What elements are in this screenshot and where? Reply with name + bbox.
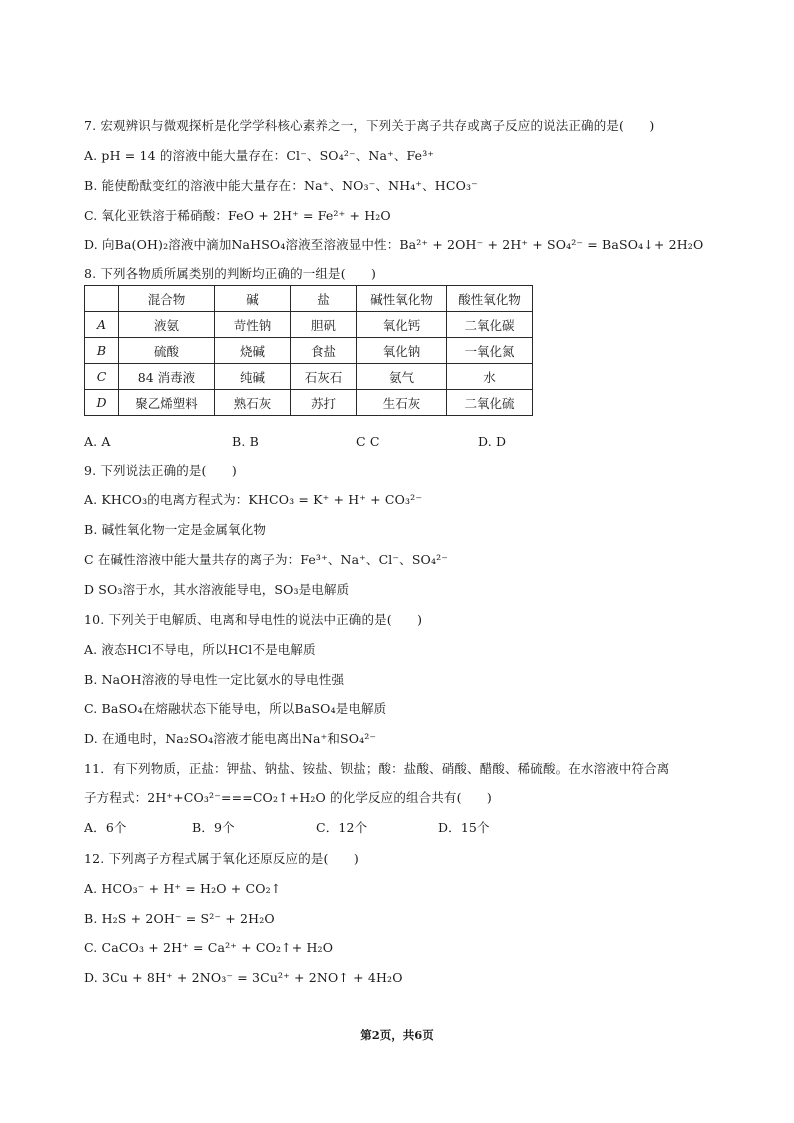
table-corner-cell	[85, 286, 119, 312]
question-stem: 11．有下列物质，正盐：钾盐、钠盐、铵盐、钡盐；酸：盐酸、硝酸、醋酸、稀硫酸。在水溶液中符合离	[84, 761, 670, 776]
option-a: A. pH = 14 的溶液中能大量存在：Cl⁻、SO₄²⁻、Na⁺、Fe³⁺	[84, 148, 435, 163]
option-c: C. 氧化亚铁溶于稀硝酸：FeO + 2H⁺ = Fe²⁺ + H₂O	[84, 208, 391, 223]
option-a: A．6个	[84, 820, 127, 835]
table-cell: 聚乙烯塑料	[119, 390, 215, 416]
table-cell: 水	[447, 364, 533, 390]
table-cell: 生石灰	[357, 390, 447, 416]
option-c: C．12个	[316, 820, 368, 835]
classification-table	[84, 285, 533, 416]
table-cell: 烧碱	[215, 338, 291, 364]
option-b: B. B	[232, 434, 259, 449]
option-b: B. 能使酚酞变红的溶液中能大量存在：Na⁺、NO₃⁻、NH₄⁺、HCO₃⁻	[84, 178, 478, 193]
question-stem: 8. 下列各物质所属类别的判断均正确的一组是( )	[84, 266, 377, 281]
table-row	[85, 312, 533, 338]
table-cell: 液氨	[119, 312, 215, 338]
row-label: C	[85, 364, 119, 390]
table-row	[85, 390, 533, 416]
option-a: A. 液态HCl不导电，所以HCl不是电解质	[84, 642, 316, 657]
row-label: D	[85, 390, 119, 416]
option-c: C. BaSO₄在熔融状态下能导电，所以BaSO₄是电解质	[84, 701, 387, 716]
column-header: 碱	[215, 286, 291, 312]
table-row	[85, 338, 533, 364]
option-d: D. 在通电时，Na₂SO₄溶液才能电离出Na⁺和SO₄²⁻	[84, 731, 377, 746]
column-header: 盐	[291, 286, 357, 312]
column-header: 混合物	[119, 286, 215, 312]
table-cell: 纯碱	[215, 364, 291, 390]
column-header: 碱性氧化物	[357, 286, 447, 312]
option-c: C 在碱性溶液中能大量共存的离子为：Fe³⁺、Na⁺、Cl⁻、SO₄²⁻	[84, 552, 449, 567]
table-cell: 氧化钠	[357, 338, 447, 364]
question-stem-continued: 子方程式：2H⁺+CO₃²⁻===CO₂↑+H₂O 的化学反应的组合共有( )	[84, 790, 492, 805]
option-c: C C	[356, 434, 380, 449]
option-d: D SO₃溶于水，其水溶液能导电，SO₃是电解质	[84, 582, 350, 597]
table-cell: 食盐	[291, 338, 357, 364]
table-row	[85, 364, 533, 390]
option-a: A. A	[84, 434, 111, 449]
table-header-row	[85, 286, 533, 312]
table-cell: 一氧化氮	[447, 338, 533, 364]
option-c: C. CaCO₃ + 2H⁺ = Ca²⁺ + CO₂↑+ H₂O	[84, 940, 334, 955]
table-cell: 苏打	[291, 390, 357, 416]
question-stem: 9. 下列说法正确的是( )	[84, 463, 237, 478]
option-b: B. 碱性氧化物一定是金属氧化物	[84, 522, 267, 537]
question-stem: 7. 宏观辨识与微观探析是化学学科核心素养之一，下列关于离子共存或离子反应的说法正确的是( )	[84, 118, 655, 133]
question-stem: 10. 下列关于电解质、电离和导电性的说法中正确的是( )	[84, 612, 423, 627]
table-cell: 二氧化碳	[447, 312, 533, 338]
question-stem: 12. 下列离子方程式属于氧化还原反应的是( )	[84, 851, 359, 866]
table-cell: 氨气	[357, 364, 447, 390]
option-d: D．15个	[438, 820, 490, 835]
option-b: B. NaOH溶液的导电性一定比氨水的导电性强	[84, 672, 345, 687]
option-b: B. H₂S + 2OH⁻ = S²⁻ + 2H₂O	[84, 911, 275, 926]
table-cell: 石灰石	[291, 364, 357, 390]
option-a: A. HCO₃⁻ + H⁺ = H₂O + CO₂↑	[84, 881, 282, 896]
option-d: D. D	[478, 434, 507, 449]
table-cell: 硫酸	[119, 338, 215, 364]
option-d: D. 向Ba(OH)₂溶液中滴加NaHSO₄溶液至溶液显中性：Ba²⁺ + 2OH⁻ + 2H⁺ + SO₄²⁻ = BaSO₄↓+ 2H₂O	[84, 237, 704, 252]
option-b: B．9个	[192, 820, 235, 835]
table-cell: 熟石灰	[215, 390, 291, 416]
table-cell: 苛性钠	[215, 312, 291, 338]
column-header: 酸性氧化物	[447, 286, 533, 312]
table-cell: 胆矾	[291, 312, 357, 338]
table-cell: 二氧化硫	[447, 390, 533, 416]
option-d: D. 3Cu + 8H⁺ + 2NO₃⁻ = 3Cu²⁺ + 2NO↑ + 4H₂O	[84, 970, 403, 985]
row-label: B	[85, 338, 119, 364]
table-cell: 氧化钙	[357, 312, 447, 338]
option-a: A. KHCO₃的电离方程式为：KHCO₃ = K⁺ + H⁺ + CO₃²⁻	[84, 492, 423, 507]
page-number-footer: 第2页，共6页	[360, 1028, 434, 1042]
table-cell: 84 消毒液	[119, 364, 215, 390]
row-label: A	[85, 312, 119, 338]
